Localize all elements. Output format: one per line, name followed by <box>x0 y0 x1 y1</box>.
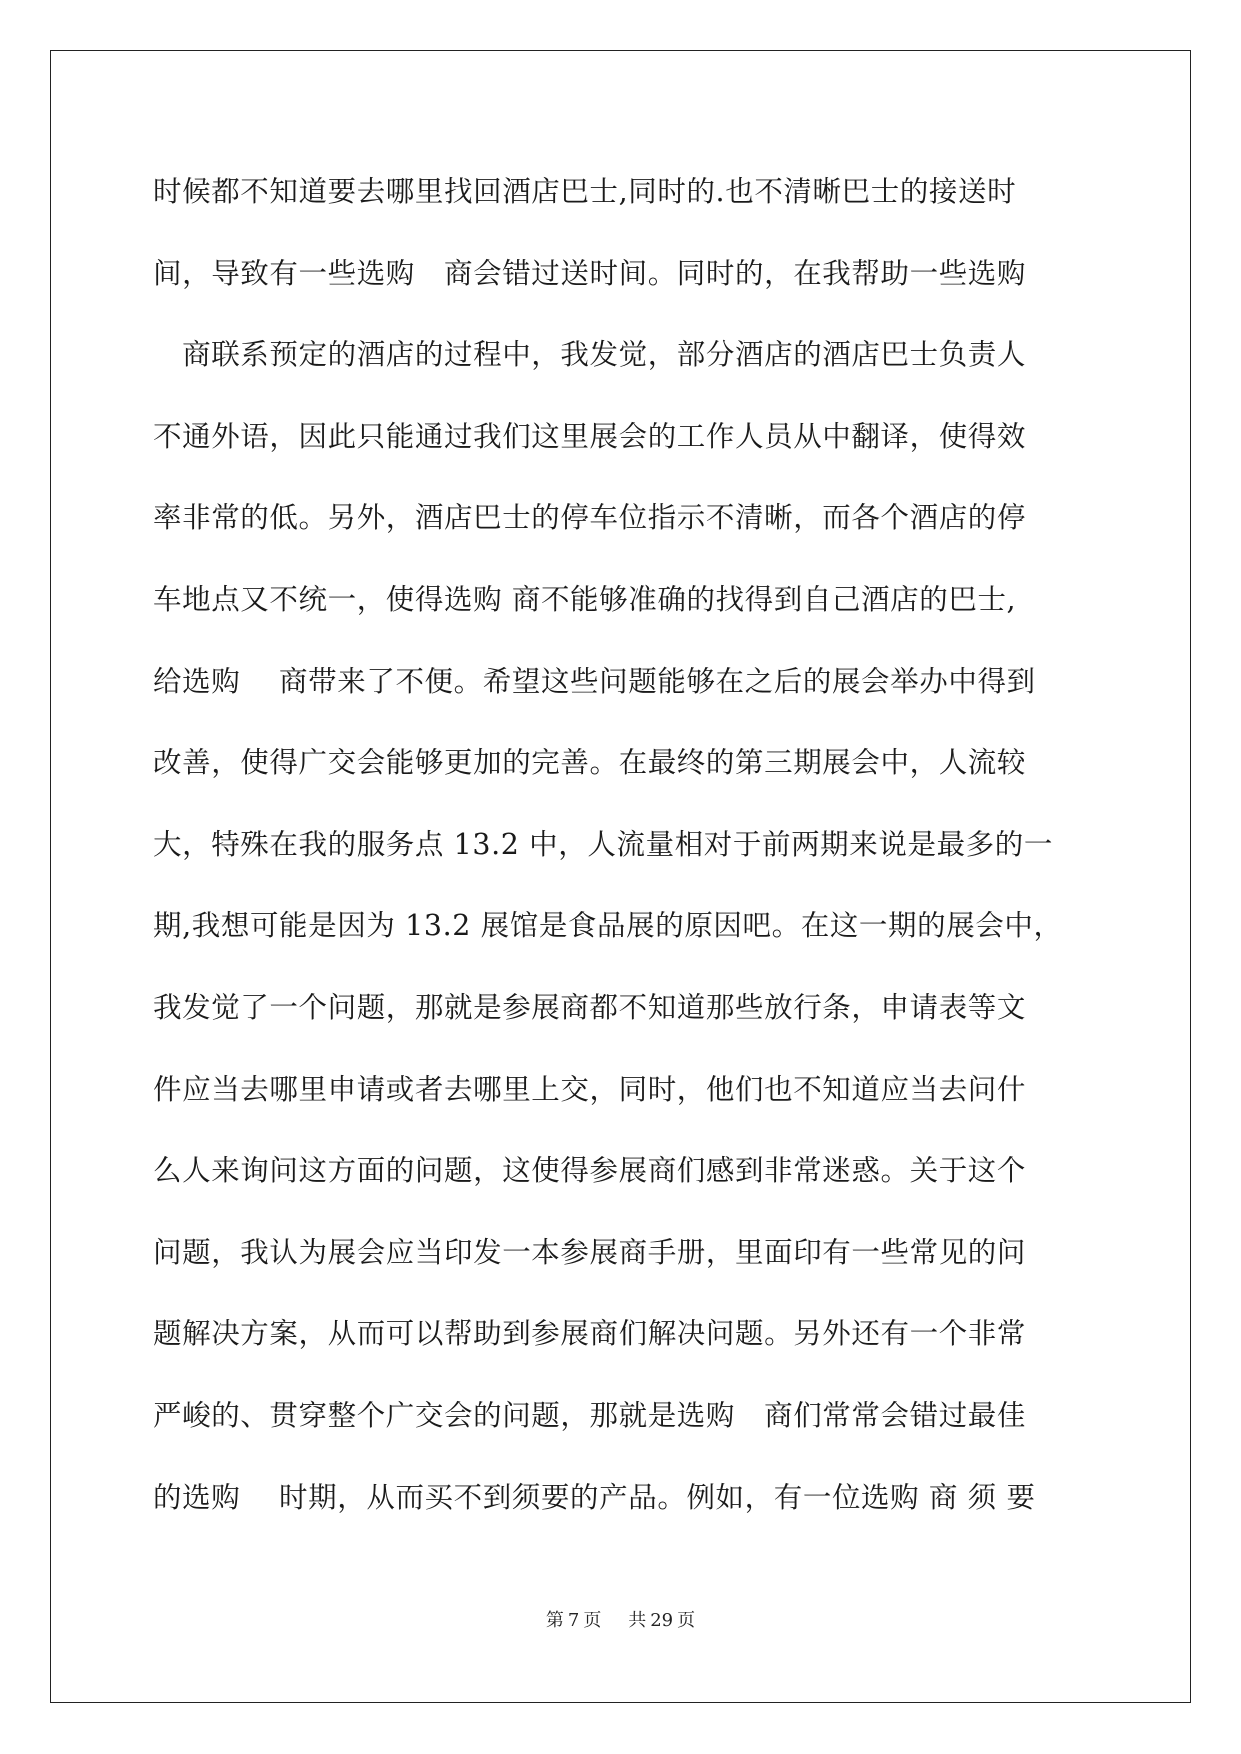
text-line: 商联系预定的酒店的过程中，我发觉，部分酒店的酒店巴士负责人 <box>153 338 1027 372</box>
text-line: 么人来询问这方面的问题，这使得参展商们感到非常迷惑。关于这个 <box>153 1154 1027 1188</box>
text-line: 期,我想可能是因为 13.2 展馆是食品展的原因吧。在这一期的展会中， <box>153 909 1063 943</box>
page-footer <box>0 1606 1241 1632</box>
text-line: 严峻的、贯穿整个广交会的问题，那就是选购 商们常常会错过最佳 <box>153 1398 1027 1432</box>
text-line: 不通外语，因此只能通过我们这里展会的工作人员从中翻译，使得效 <box>153 419 1027 453</box>
text-line: 车地点又不统一，使得选购 商不能够准确的找得到自己酒店的巴士, <box>153 582 1017 616</box>
text-line: 时候都不知道要去哪里找回酒店巴士,同时的.也不清晰巴士的接送时 <box>153 175 1017 208</box>
text-line: 间，导致有一些选购 商会错过送时间。同时的，在我帮助一些选购 <box>153 256 1027 290</box>
text-line: 我发觉了一个问题，那就是参展商都不知道那些放行条，申请表等文 <box>153 990 1027 1024</box>
total-label-suffix: 页 <box>677 1610 696 1631</box>
text-line: 问题，我认为展会应当印发一本参展商手册，里面印有一些常见的问 <box>153 1235 1027 1269</box>
page-label-prefix: 第 <box>545 1610 564 1631</box>
text-line: 的选购 时期，从而买不到须要的产品。例如，有一位选购 商 须 要 <box>153 1480 1036 1514</box>
text-line: 给选购 商带来了不便。希望这些问题能够在之后的展会举办中得到 <box>153 664 1036 698</box>
text-line: 改善，使得广交会能够更加的完善。在最终的第三期展会中，人流较 <box>153 746 1027 780</box>
total-label-prefix: 共 <box>628 1610 647 1631</box>
text-line: 率非常的低。另外，酒店巴士的停车位指示不清晰，而各个酒店的停 <box>153 501 1027 535</box>
page-number: 7 <box>567 1610 580 1631</box>
page-label-suffix: 页 <box>583 1610 602 1631</box>
text-line: 件应当去哪里申请或者去哪里上交，同时，他们也不知道应当去问什 <box>153 1072 1027 1106</box>
text-line: 大，特殊在我的服务点 13.2 中，人流量相对于前两期来说是最多的一 <box>153 827 1053 861</box>
total-pages: 29 <box>650 1610 674 1631</box>
text-line: 题解决方案，从而可以帮助到参展商们解决问题。另外还有一个非常 <box>153 1317 1027 1351</box>
document-body <box>153 166 1093 1553</box>
